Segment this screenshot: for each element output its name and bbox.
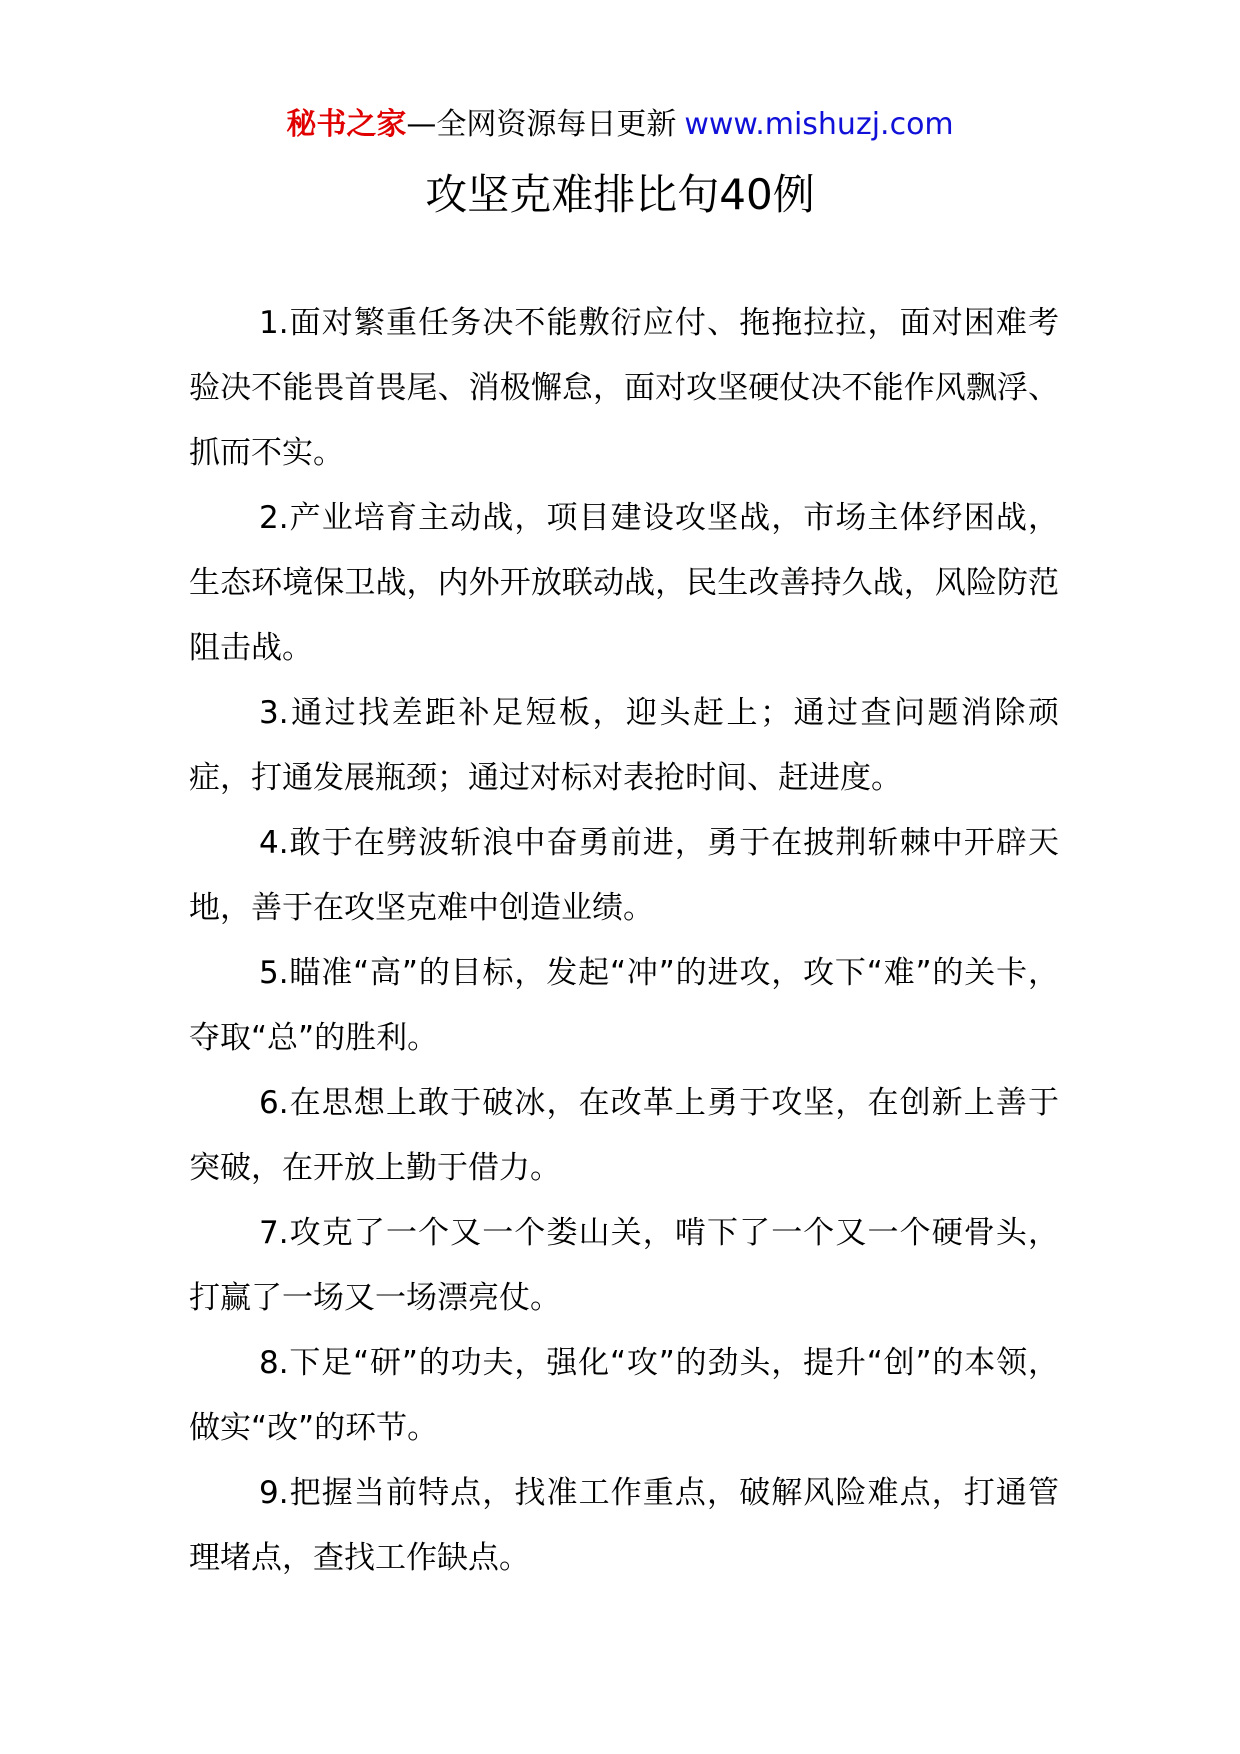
paragraph-1: 1.面对繁重任务决不能敷衍应付、拖拖拉拉，面对困难考验决不能畏首畏尾、消极懈怠，面对攻坚硬仗决不能作风飘浮、抓而不实。 — [189, 305, 1059, 471]
brand-name: 秘书之家 — [286, 107, 407, 142]
paragraph-7: 7.攻克了一个又一个娄山关，啃下了一个又一个硬骨头，打赢了一场又一场漂亮仗。 — [189, 1215, 1059, 1316]
paragraph-4: 4.敢于在劈波斩浪中奋勇前进，勇于在披荆斩棘中开辟天地，善于在攻坚克难中创造业绩。 — [189, 825, 1059, 926]
header-tagline: —全网资源每日更新 — [406, 107, 677, 142]
paragraph-5: 5.瞄准“高”的目标，发起“冲”的进攻，攻下“难”的关卡，夺取“总”的胜利。 — [189, 955, 1059, 1056]
site-url-link[interactable]: www.mishuzj.com — [684, 107, 954, 142]
site-header — [0, 103, 1240, 147]
document-title: 攻坚克难排比句40例 — [425, 170, 815, 219]
paragraph-2: 2.产业培育主动战，项目建设攻坚战，市场主体纾困战，生态环境保卫战，内外开放联动战，民生改善持久战，风险防范阻击战。 — [189, 500, 1059, 666]
document-body — [189, 291, 1059, 1591]
paragraph-3: 3.通过找差距补足短板，迎头赶上；通过查问题消除顽症，打通发展瓶颈；通过对标对表抢时间、赶进度。 — [189, 695, 1059, 796]
paragraph-6: 6.在思想上敢于破冰，在改革上勇于攻坚，在创新上善于突破，在开放上勤于借力。 — [189, 1085, 1059, 1186]
paragraph-8: 8.下足“研”的功夫，强化“攻”的劲头，提升“创”的本领，做实“改”的环节。 — [189, 1345, 1059, 1446]
paragraph-9: 9.把握当前特点，找准工作重点，破解风险难点，打通管理堵点，查找工作缺点。 — [189, 1475, 1059, 1576]
